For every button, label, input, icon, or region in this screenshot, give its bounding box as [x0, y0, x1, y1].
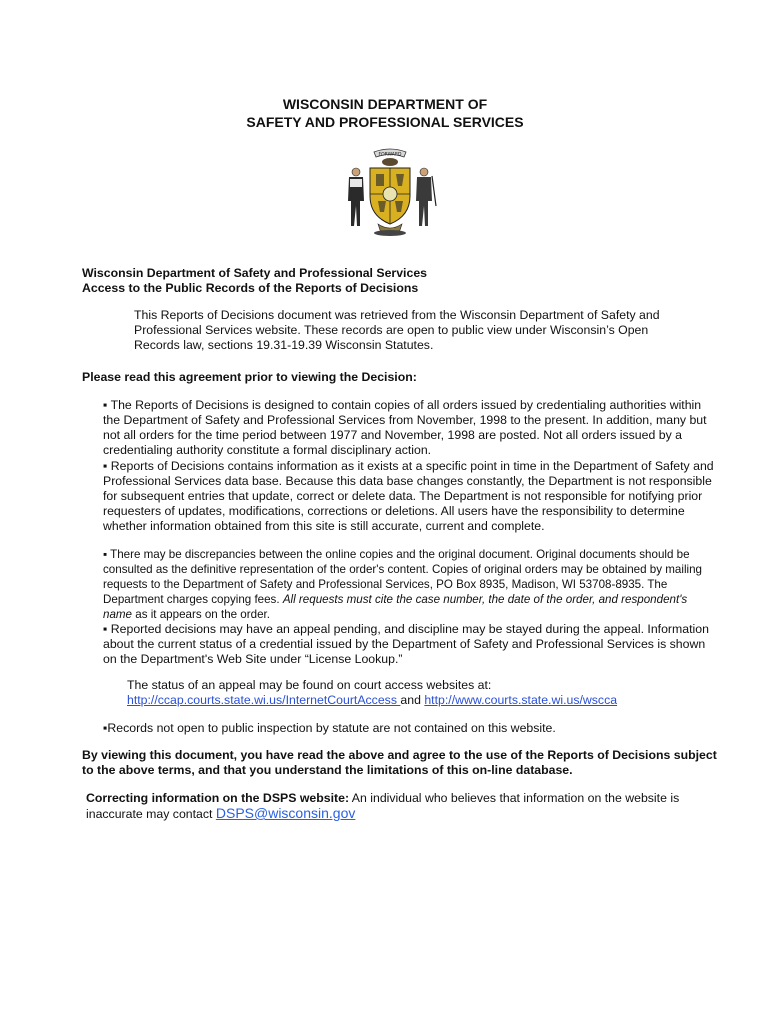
seal-banner-text: FORWARD	[378, 152, 402, 158]
bullet-text-1: The Reports of Decisions is designed to contain copies of all orders issued by credentialing authorities within the Department of Safety and Professional Services from November, 1998 to the present. In addition, many but not all orders for the time period between 1977 and November, 1998 are posted. Not all orders issued by a credentialing authority constitute a formal disciplinary action.	[103, 398, 707, 457]
title-line-1: WISCONSIN DEPARTMENT OF	[282, 96, 488, 112]
bullet-item-3	[103, 547, 718, 622]
bullet-marker: ▪	[103, 622, 108, 636]
bullet-item-1	[103, 398, 718, 458]
and-text: and	[400, 693, 421, 707]
appeal-status	[127, 678, 687, 708]
agreement-statement: By viewing this document, you have read the above and agree to the use of the Reports of Decisions subject to the above terms, and that you understand the limitations of this on-line database.	[82, 748, 717, 777]
appeal-status-text: The status of an appeal may be found on court access websites at:	[127, 678, 492, 692]
header-line-1: Wisconsin Department of Safety and Professional Services	[82, 266, 427, 280]
state-seal-icon	[340, 146, 440, 238]
header-line-2: Access to the Public Records of the Reports of Decisions	[82, 281, 419, 295]
correction-label: Correcting information on the DSPS website:	[86, 791, 350, 805]
bullet-text-3-tail: as it appears on the order.	[135, 608, 270, 621]
bullet-text-3: There may be discrepancies between the online copies and the original document. Original documents should be consulted as the definitive representation of the order's content. Copies of original orders may be obtained by mailing requests to the Department of Safety and Professional Services, PO Box 8935, Madison, WI 53708-8935. The Department charges copying fees.	[103, 548, 702, 606]
ccap-link[interactable]: http://ccap.courts.state.wi.us/InternetCourtAccess	[127, 693, 401, 707]
agreement-heading: Please read this agreement prior to viewing the Decision:	[82, 370, 417, 384]
bullet-item-5	[103, 721, 718, 736]
intro-paragraph: This Reports of Decisions document was retrieved from the Wisconsin Department of Safety and Professional Services website. These records are open to public view under Wisconsin’s Open Records law, sections 19.31-19.39 Wisconsin Statutes.	[134, 308, 660, 352]
bullet-marker: ▪	[103, 721, 108, 735]
dsps-email-link[interactable]: DSPS@wisconsin.gov	[215, 805, 356, 821]
correction-info	[86, 791, 726, 822]
bullet-marker: ▪	[103, 548, 108, 561]
bullet-item-4	[103, 622, 718, 667]
bullet-text-4: Reported decisions may have an appeal pending, and discipline may be stayed during the appeal. Information about the current status of a credential issued by the Department of Safety and Professional Services is shown on the Department's Web Site under “License Lookup.”	[103, 622, 709, 666]
section-header	[82, 266, 427, 296]
document-title	[0, 95, 770, 131]
bullet-text-2: Reports of Decisions contains information as it exists at a specific point in time in the Department of Safety and Professional Services data base. Because this data base changes constantly, the Department is not responsible for subsequent entries that update, correct or delete data. The Department is not responsible for notifying prior requesters of updates, modifications, corrections or deletions. All users have the responsibility to determine whether information obtained from this site is still accurate, current and complete.	[103, 459, 714, 533]
bullet-marker: ▪	[103, 398, 108, 412]
bullet-text-5: Records not open to public inspection by statute are not contained on this website.	[107, 721, 556, 735]
correction-text: An individual who believes that information on the website is inaccurate may contact	[86, 791, 680, 821]
bullet-item-2	[103, 459, 718, 534]
wscca-link[interactable]: http://www.courts.state.wi.us/wscca	[424, 693, 618, 707]
bullet-text-3-italic: All requests must cite the case number, the date of the order, and respondent's name	[103, 593, 688, 621]
title-line-2: SAFETY AND PROFESSIONAL SERVICES	[246, 114, 524, 130]
bullet-marker: ▪	[103, 459, 108, 473]
